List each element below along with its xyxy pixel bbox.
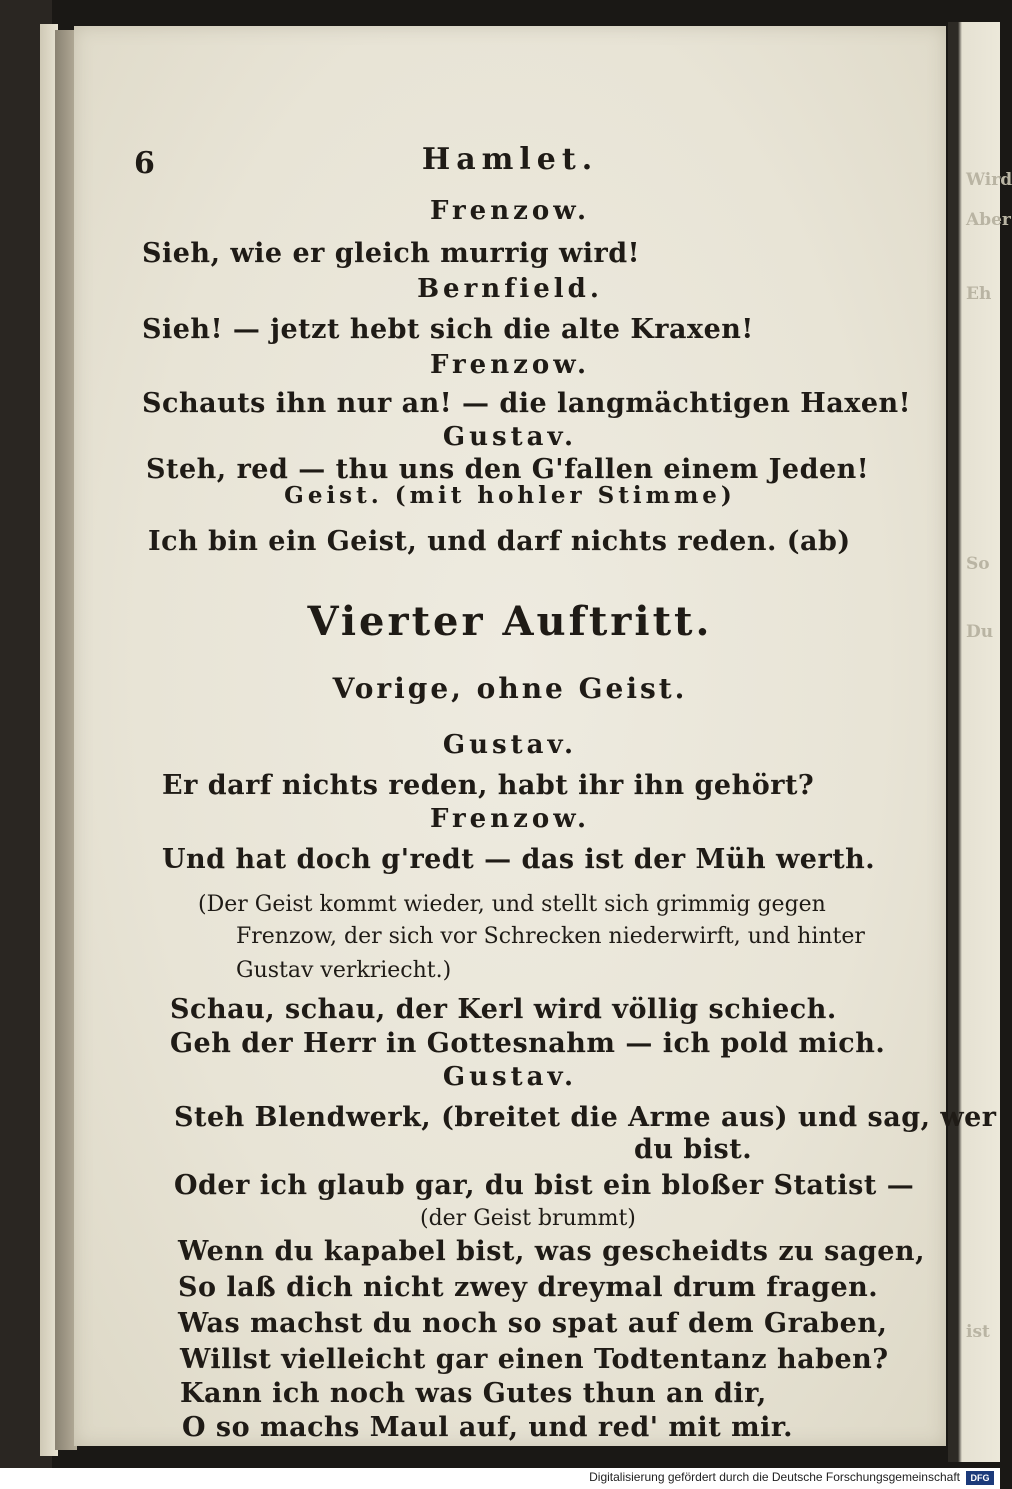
- verse-line: Schauts ihn nur an! — die langmächtigen Haxen!: [142, 388, 912, 419]
- footer-bar: [0, 1468, 1000, 1489]
- speaker-name: Frenzow.: [429, 196, 591, 226]
- scene-heading: Vierter Auftritt.: [307, 598, 713, 645]
- page-number: 6: [134, 146, 155, 181]
- stage-direction: Gustav verkriecht.): [236, 958, 452, 983]
- verse-line: Geh der Herr in Gottesnahm — ich pold mich.: [170, 1028, 886, 1059]
- facing-page-fragment: Aber: [966, 210, 1011, 230]
- verse-line: Steh Blendwerk, (breitet die Arme aus) und sag, wer: [174, 1102, 997, 1133]
- verse-line: O so machs Maul auf, und red' mit mir.: [182, 1412, 794, 1443]
- facing-page-fragment: Du: [966, 622, 994, 642]
- speaker-name: Bernfield.: [417, 274, 603, 304]
- running-header: Hamlet.: [421, 142, 599, 177]
- speaker-name: Geist. (mit hohler Stimme): [284, 482, 736, 509]
- verse-line: Sieh! — jetzt hebt sich die alte Kraxen!: [142, 314, 754, 345]
- facing-page-fragment: ist: [966, 1322, 990, 1342]
- speaker-name: Gustav.: [442, 422, 578, 452]
- verse-line: Willst vielleicht gar einen Todtentanz haben?: [180, 1344, 889, 1375]
- speaker-name: Frenzow.: [429, 350, 591, 380]
- verse-line: Und hat doch g'redt — das ist der Müh werth.: [162, 844, 876, 875]
- verse-line: So laß dich nicht zwey dreymal drum fragen.: [178, 1272, 879, 1303]
- verse-line: Wenn du kapabel bist, was gescheidts zu sagen,: [178, 1236, 925, 1267]
- verse-line: Kann ich noch was Gutes thun an dir,: [180, 1378, 767, 1409]
- verse-line: Oder ich glaub gar, du bist ein bloßer Statist —: [174, 1170, 915, 1201]
- cast-note: Vorige, ohne Geist.: [332, 672, 688, 705]
- funding-credit: Digitalisierung gefördert durch die Deutsche Forschungsgemeinschaft: [589, 1470, 960, 1484]
- speaker-name: Frenzow.: [429, 804, 591, 834]
- stage-direction: (Der Geist kommt wieder, und stellt sich grimmig gegen: [198, 892, 826, 917]
- verse-line: Schau, schau, der Kerl wird völlig schiech.: [170, 994, 837, 1025]
- speaker-name: Gustav.: [442, 1062, 578, 1092]
- facing-page-edge: [948, 22, 1012, 1462]
- verse-line: Ich bin ein Geist, und darf nichts reden. (ab): [148, 526, 851, 557]
- dfg-logo-icon: DFG: [966, 1471, 994, 1485]
- stage-direction: Frenzow, der sich vor Schrecken niederwirft, und hinter: [236, 924, 865, 949]
- verse-line: Er darf nichts reden, habt ihr ihn gehört?: [162, 770, 815, 801]
- speaker-name: Gustav.: [442, 730, 578, 760]
- verse-line: Sieh, wie er gleich murrig wird!: [142, 238, 640, 269]
- verse-line: Steh, red — thu uns den G'fallen einem Jeden!: [146, 454, 870, 485]
- verse-line: Was machst du noch so spat auf dem Graben,: [178, 1308, 888, 1339]
- facing-page-fragment: Eh: [966, 284, 992, 304]
- verse-line: du bist.: [634, 1134, 753, 1165]
- facing-page-fragment: So: [966, 554, 990, 574]
- stage-direction: (der Geist brummt): [420, 1206, 636, 1231]
- facing-page-fragment: Wird: [966, 170, 1012, 190]
